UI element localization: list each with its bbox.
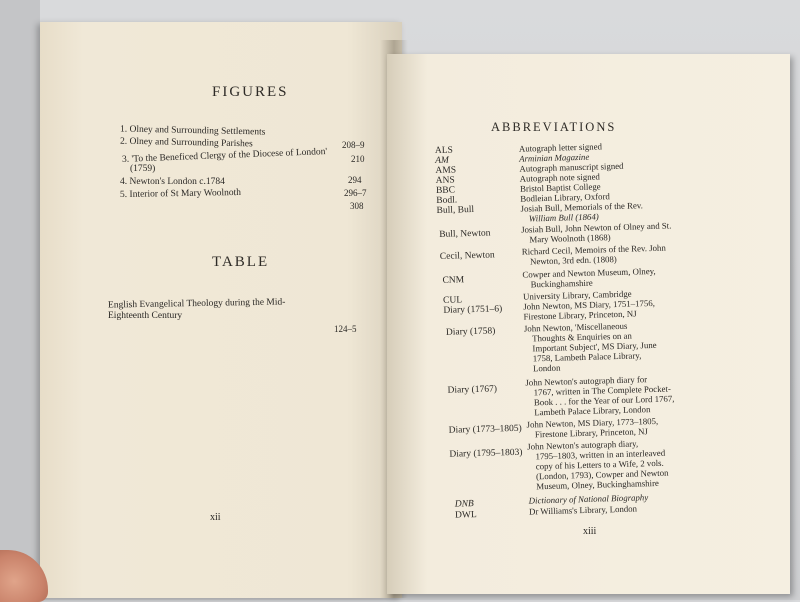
abbreviations-heading: ABBREVIATIONS <box>491 120 617 134</box>
abbreviation-key: Diary (1751–6) <box>443 304 503 316</box>
abbreviation-key: CUL <box>442 295 463 306</box>
abbreviation-meaning: copy of his Letters to a Wife, 2 vols. <box>535 457 664 472</box>
abbreviation-meaning: Book . . . for the Year of our Lord 1767, <box>533 393 675 408</box>
abbreviation-key: Cecil, Newton <box>439 250 495 262</box>
page-folio: xii <box>210 512 221 523</box>
figure-page-number: 296–7 <box>344 188 367 198</box>
abbreviation-meaning: Bodleian Library, Oxford <box>520 191 610 204</box>
abbreviation-meaning: University Library, Cambridge <box>522 288 632 302</box>
abbreviation-key: ALS <box>434 145 454 157</box>
abbreviation-key: DWL <box>454 510 477 521</box>
abbreviation-meaning: Museum, Olney, Buckinghamshire <box>536 477 659 492</box>
figure-entry: 5. Interior of St Mary Woolnoth <box>119 187 242 201</box>
abbreviation-key: CNM <box>442 275 465 286</box>
abbreviation-meaning: Autograph note signed <box>519 171 600 184</box>
figures-heading: FIGURES <box>212 84 289 100</box>
abbreviation-key: Bull, Newton <box>439 228 491 240</box>
left-page <box>40 22 402 598</box>
abbreviation-key: Diary (1758) <box>445 326 496 338</box>
abbreviation-meaning: 1758, Lambeth Palace Library, <box>532 350 642 364</box>
table-heading: TABLE <box>212 254 270 270</box>
abbreviation-meaning: Thoughts & Enquiries on an <box>532 330 632 344</box>
abbreviation-meaning: London <box>532 362 561 374</box>
abbreviation-key: BBC <box>435 185 456 197</box>
abbreviation-key: Bodl. <box>436 195 458 207</box>
figure-entry: 1. Olney and Surrounding Settlements <box>119 124 266 138</box>
abbreviation-key: Bull, Bull <box>436 204 475 217</box>
abbreviation-meaning: Cowper and Newton Museum, Olney, <box>522 265 656 280</box>
abbreviation-meaning: Richard Cecil, Memoirs of the Rev. John <box>521 242 666 257</box>
abbreviation-meaning: 1767, written in The Complete Pocket- <box>533 383 671 398</box>
abbreviation-meaning: John Newton's autograph diary, <box>527 438 639 452</box>
abbreviation-meaning: Josiah Bull, Memorials of the Rev. <box>520 200 643 214</box>
abbreviation-key: Diary (1767) <box>447 384 498 396</box>
abbreviation-meaning: Autograph manuscript signed <box>519 160 624 174</box>
abbreviation-meaning: John Newton's autograph diary for <box>525 374 648 388</box>
figure-entry: 3. 'To the Beneficed Clergy of the Diocese of London' <box>121 147 328 165</box>
abbreviation-meaning: Newton, 3rd edn. (1808) <box>529 254 617 267</box>
abbreviation-key: AM <box>435 155 450 167</box>
abbreviation-meaning: (London, 1793), Cowper and Newton <box>535 467 669 482</box>
abbreviation-meaning: 1795–1803, written in an interleaved <box>535 447 666 462</box>
abbreviation-meaning: Buckinghamshire <box>530 277 593 290</box>
abbreviation-meaning: Arminian Magazine <box>519 151 590 164</box>
open-book <box>35 20 790 598</box>
abbreviation-meaning: John Newton, 'Miscellaneous <box>523 320 628 334</box>
abbreviation-meaning: William Bull (1864) <box>528 211 599 224</box>
abbreviation-meaning: Mary Woolnoth (1868) <box>529 232 611 245</box>
abbreviation-meaning: Josiah Bull, John Newton of Olney and St. <box>521 220 672 235</box>
abbreviations-list <box>384 44 800 535</box>
figure-entry: 2. Olney and Surrounding Parishes <box>119 136 253 150</box>
abbreviation-meaning: Lambeth Palace Library, London <box>534 404 651 418</box>
table-entry-line: Eighteenth Century <box>108 311 183 321</box>
figure-page-number: 208–9 <box>342 140 365 150</box>
abbreviation-meaning: Bristol Baptist College <box>519 181 601 194</box>
table-entry-line: English Evangelical Theology during the Mid- <box>107 297 286 311</box>
abbreviation-key: Diary (1773–1805) <box>448 423 522 436</box>
abbreviation-meaning: Important Subject', MS Diary, June <box>532 339 657 354</box>
page-folio: xiii <box>583 526 597 537</box>
abbreviation-meaning: Dictionary of National Biography <box>528 492 649 506</box>
backdrop <box>0 0 40 600</box>
figure-page-number: 308 <box>350 201 364 211</box>
abbreviation-meaning: John Newton, MS Diary, 1751–1756, <box>523 297 656 312</box>
abbreviation-key: ANS <box>435 175 455 187</box>
figure-entry: (1759) <box>130 164 156 174</box>
abbreviation-meaning: John Newton, MS Diary, 1773–1805, <box>526 415 659 430</box>
figure-page-number: 294 <box>348 175 362 185</box>
table-page-number: 124–5 <box>334 324 357 334</box>
figure-page-number: 210 <box>351 154 365 164</box>
abbreviation-meaning: Firestone Library, Princeton, NJ <box>534 426 649 440</box>
figure-entry: 4. Newton's London c.1784 <box>120 177 225 187</box>
right-page <box>387 54 790 594</box>
abbreviation-meaning: Autograph letter signed <box>518 141 603 154</box>
abbreviation-key: AMS <box>435 165 457 177</box>
figures-list <box>120 126 350 216</box>
abbreviation-meaning: Dr Williams's Library, London <box>528 503 638 517</box>
abbreviation-meaning: Firestone Library, Princeton, NJ <box>523 308 637 322</box>
abbreviation-key: Diary (1795–1803) <box>449 447 523 460</box>
abbreviation-key: DNB <box>454 499 474 510</box>
